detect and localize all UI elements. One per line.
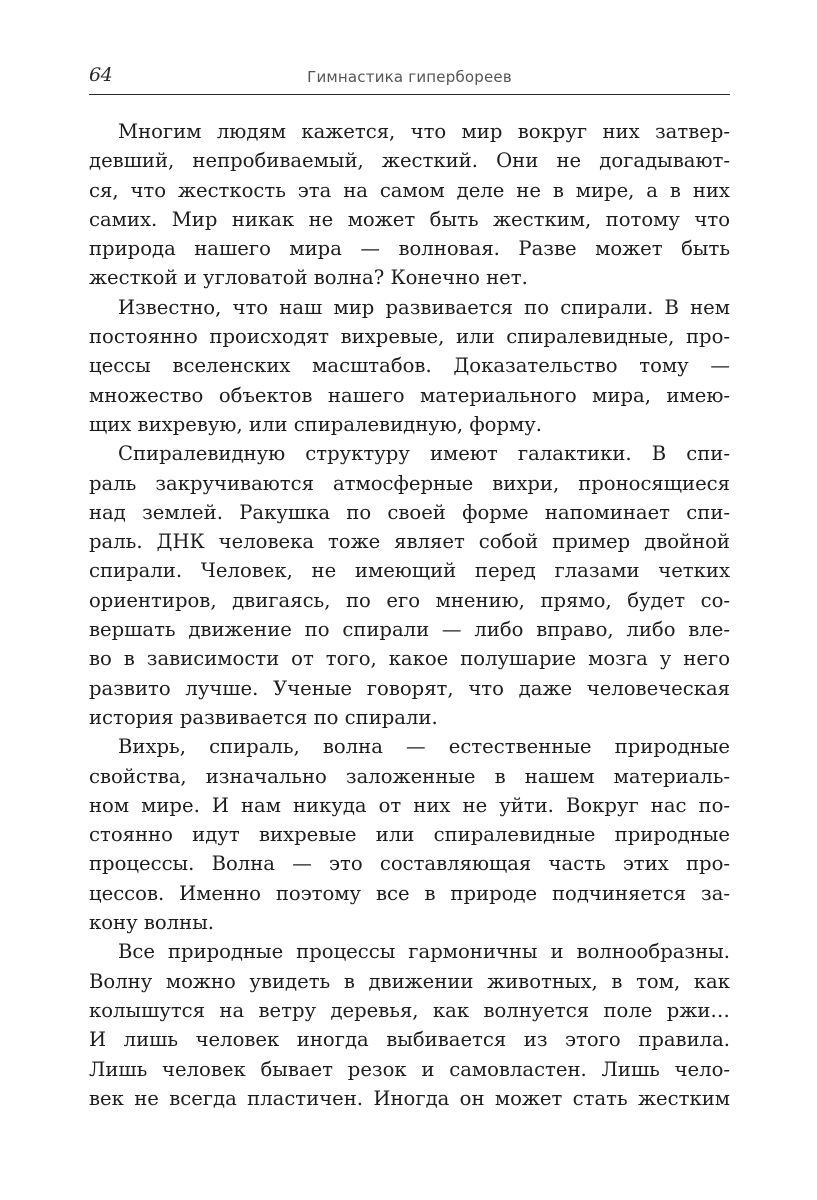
paragraph (89, 117, 730, 293)
text-line: самих. Мир никак не может быть жестким, потому что (89, 207, 730, 231)
text-line: вершать движение по спирали — либо вправо, либо вле- (89, 618, 730, 642)
text-line: ориентиров, двигаясь, по его мнению, прямо, будет со- (89, 588, 730, 612)
text-line: век не всегда пластичен. Иногда он может стать жестким (89, 1086, 730, 1110)
book-title: Гимнастика гипербореев (307, 68, 512, 86)
paragraph (89, 293, 730, 439)
text-line: цессов. Именно поэтому все в природе подчиняется за- (89, 881, 730, 905)
text-line: история развивается по спирали. (89, 705, 438, 729)
text-line: щих вихревую, или спиралевидную, форму. (89, 412, 542, 436)
text-line: процессы. Волна — это составляющая часть этих про- (89, 852, 730, 876)
text-line: ном мире. И нам никуда от них не уйти. Вокруг нас по- (89, 793, 730, 817)
text-line: раль закручиваются атмосферные вихри, проносящиеся (89, 471, 730, 495)
running-head (89, 62, 730, 95)
text-line: Все природные процессы гармоничны и волнообразны. (118, 940, 730, 964)
text-line: Многим людям кажется, что мир вокруг них затвер- (118, 120, 730, 143)
text-line: постоянно происходят вихревые, или спиралевидные, про- (89, 325, 730, 349)
text-line: колышутся на ветру деревья, как волнуется поле ржи… (89, 998, 730, 1022)
paragraph (89, 937, 730, 1113)
text-line: цессы вселенских масштабов. Доказательство тому — (89, 354, 730, 378)
text-line: над землей. Ракушка по своей форме напоминает спи- (89, 500, 730, 524)
paragraph (89, 732, 730, 937)
text-line: раль. ДНК человека тоже являет собой пример двойной (89, 530, 730, 554)
paragraph (89, 439, 730, 732)
text-line: жесткой и угловатой волна? Конечно нет. (89, 266, 528, 290)
text-line: кону волны. (89, 911, 215, 935)
text-line: развито лучше. Ученые говорят, что даже человеческая (89, 676, 730, 700)
text-line: стоянно идут вихревые или спиралевидные природные (89, 823, 730, 847)
text-line: Спиралевидную структуру имеют галактики. В спи- (118, 442, 730, 466)
text-line: Лишь человек бывает резок и самовластен. Лишь чело- (89, 1057, 730, 1081)
text-line: Волну можно увидеть в движении животных, в том, как (89, 969, 730, 993)
text-line: Известно, что наш мир развивается по спирали. В нем (118, 295, 730, 319)
text-line: множество объектов нашего материального мира, имею- (89, 383, 730, 407)
text-line: ся, что жесткость эта на самом деле не в мире, а в них (89, 178, 730, 202)
text-line: девший, непробиваемый, жесткий. Они не догадывают- (89, 149, 730, 173)
text-line: И лишь человек иногда выбивается из этого правила. (89, 1028, 730, 1052)
text-line: во в зависимости от того, какое полушарие мозга у него (89, 647, 730, 671)
body-text (89, 117, 730, 1113)
text-line: спирали. Человек, не имеющий перед глазами четких (89, 559, 730, 583)
text-line: Вихрь, спираль, волна — естественные природные (118, 735, 730, 759)
text-line: свойства, изначально заложенные в нашем материаль- (89, 764, 730, 788)
page-number: 64 (89, 64, 113, 86)
text-line: природа нашего мира — волновая. Разве может быть (89, 237, 730, 261)
